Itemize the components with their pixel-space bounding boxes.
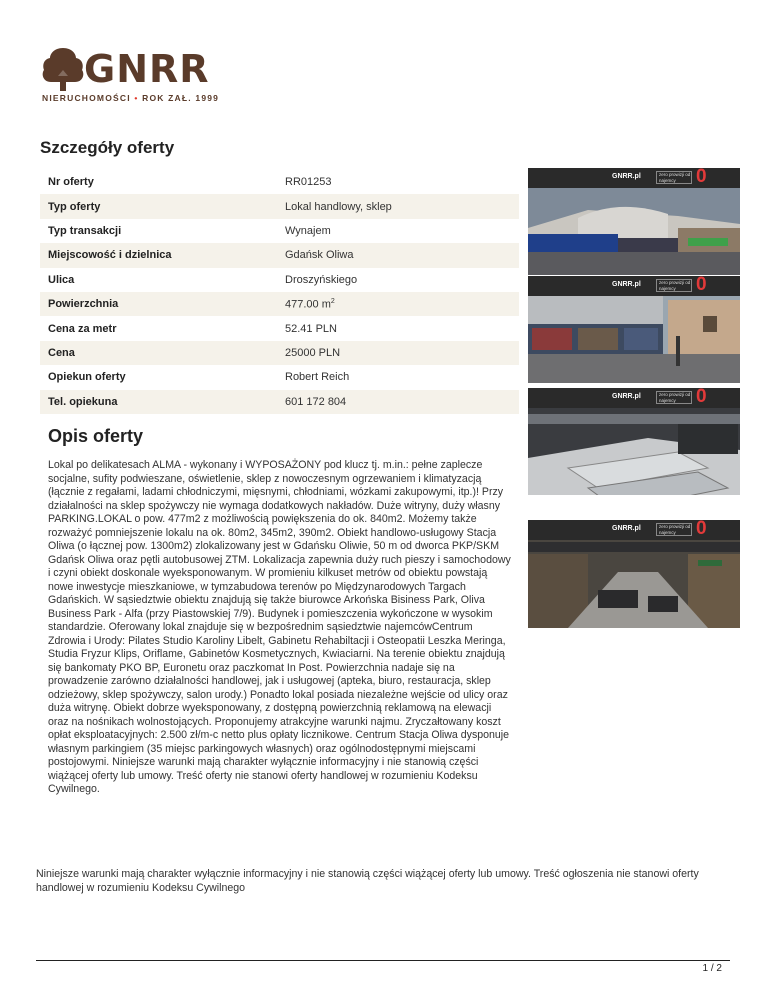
table-row: [40, 268, 519, 292]
table-row: [40, 341, 519, 365]
photo-overlay-header: [528, 168, 740, 188]
table-row: [40, 243, 519, 267]
row-value: 477.00 $m^2$: [277, 292, 519, 316]
row-label: Cena za metr: [48, 322, 117, 335]
photo-overlay-box: zero prowizji od najemcy: [656, 279, 692, 292]
photo-overlay-zero: 0: [696, 168, 707, 187]
photo-overlay-zero: 0: [696, 276, 707, 295]
photo-overlay-header: [528, 388, 740, 408]
photo-shop-interior-fridges: [528, 388, 740, 495]
row-label: Opiekun oferty: [48, 371, 126, 384]
table-row: [40, 316, 519, 340]
description-text: Lokal po delikatesach ALMA - wykonany i WYPOSAŻONY pod klucz tj. m.in.: pełne zaplecze socjalne, sufity podwieszane, oświetlenie, sklep z nowoczesnym ogrzewaniem i klimatyzacją (łącznie z regałami, ladami chłodniczymi, mięsnymi, chłodniami, wózkami zakupowymi, itp.)! Przy działalności na sklep spożywczy nie wymaga dodatkowych nakładów. Duże witryny, duży własny PARKING.LOKAL o pow. 477m2 z możliwością powiększenia do ok. 840m2. Możemy także rozważyć pomniejszenie lokalu na ok. 80m2, 345m2, 390m2. Obiekt handlowo-usługowy Stacja Oliwa (o łącznej pow. 1300m2) zlokalizowany jest w Gdańsku Oliwie, 50 m od dworca PKP/SKM Gdańsk Oliwa oraz pętli autobusowej ZTM. Lokalizacja zapewnia duży ruch pieszy i samochodowy i czyni obiekt doskonale wyeksponowanym. W promieniu kilkuset metrów od obiektu powstają nowe inwestycje mieszkaniowe, w tymzabudowa terenów po Międzynarodowych Targach Gdańskich. W sąsiedztwie obiektu znajdują się także biurowce Arkońska Bisiness Park, Oliva Business Park - Alfa (przy Piastowskiej 7/9). Budynek i pomieszczenia wykończone w wysokim standardzie. Oferowany lokal znajduje się w bezpośrednim sąsiedztwie najemcówCentrum Zdrowia i Urody: Pilates Studio Karoliny Libelt, Gabinetu Rehabiltacji i Osteopatii Leszka Meringa, Studia Fryzur Klips, Oriflame, Gabinetów Kosmetycznych, Kwiaciarni. Na terenie obiektu znajdują się bankomaty PKO BP, Euronetu oraz paczkomat In Post. Powierzchnia nadaje się na prowadzenie zarówno działalności handlowej, jak i usługowej (apteka, biuro, restauracja, sklep odzieżowy, sklep spożywczy, salon urody.) Ponadto lokal posiada niezależne wejście od ulicy oraz duża witrynę. Obiekt dobrze wyeksponowany, z dostępną powierzchnią reklamową na elewacji oraz na nośnikach wolnostojących. Proponujemy atrakcyjne warunki najmu. Zryczałtowany koszt opłat eksploatacyjnych: 2.500 zł/m-c netto plus opłaty licznikowe. Centrum Stacja Oliwa dysponuje własnym parkingiem (35 miejsc parkingowych własnych) oraz ogólnodostępnymi miejscami postojowymi. Niniejsze warunki mają charakter wyłącznie informacyjny i nie stanowią części wiążącej oferty lub umowy. Treść oferty nie stanowi oferty handlowej w rozumieniu Kodeksu Cywilnego.: [48, 459, 511, 795]
description-title: Opis oferty: [48, 426, 144, 446]
photo-overlay-header: [528, 520, 740, 540]
photo-overlay-box: zero prowizji od najemcy: [656, 523, 692, 536]
photo-overlay-box: zero prowizji od najemcy: [656, 171, 692, 184]
page-number: 1 / 2: [702, 963, 722, 974]
company-logo: [40, 46, 230, 106]
row-value: Droszyńskiego: [285, 273, 358, 286]
row-value: RR01253: [285, 176, 332, 189]
photo-storefront-windows: [528, 276, 740, 383]
row-label: Cena: [40, 341, 277, 365]
row-label: Nr oferty: [48, 176, 94, 189]
row-value: 25000 PLN: [277, 341, 519, 365]
photo-overlay-brand: GNRR.pl: [612, 525, 641, 532]
row-label: Miejscowość i dzielnica: [40, 243, 277, 267]
table-row: [40, 292, 519, 316]
row-value: Gdańsk Oliwa: [277, 243, 519, 267]
row-value: Wynajem: [285, 224, 331, 237]
logo-wordmark: GNRR: [84, 47, 210, 91]
area-unit-superscript: 2: [330, 297, 335, 305]
table-row: [40, 219, 519, 243]
row-value: 601 172 804: [277, 390, 519, 414]
row-label: Typ oferty: [40, 194, 277, 218]
table-row: [40, 194, 519, 218]
photo-overlay-zero: 0: [696, 520, 707, 539]
photo-storefront-exterior: [528, 168, 740, 275]
row-value: Robert Reich: [285, 371, 350, 384]
details-title: Szczegóły oferty: [40, 138, 175, 157]
photo-overlay-brand: GNRR.pl: [612, 393, 641, 400]
photo-overlay-box: zero prowizji od najemcy: [656, 391, 692, 404]
row-label: Tel. opiekuna: [40, 390, 277, 414]
footer-divider: [36, 960, 730, 961]
row-value: Lokal handlowy, sklep: [277, 194, 519, 218]
photo-overlay-brand: GNRR.pl: [612, 281, 641, 288]
row-label: Powierzchnia: [40, 292, 277, 316]
photo-overlay-zero: 0: [696, 388, 707, 407]
photo-shop-interior-shelves: [528, 520, 740, 628]
logo-tagline: NIERUCHOMOŚCI • ROK ZAŁ. 1999: [42, 93, 220, 103]
photo-overlay-brand: GNRR.pl: [612, 173, 641, 180]
photo-overlay-header: [528, 276, 740, 296]
tree-logo-icon: [40, 46, 86, 92]
footer-disclaimer: Niniejsze warunki mają charakter wyłącznie informacyjny i nie stanowią części wiążącej oferty lub umowy. Treść ogłoszenia nie stanowi oferty handlowej w rozumieniu Kodeksu Cywilnego: [36, 868, 699, 894]
row-label: Ulica: [48, 273, 75, 286]
row-value: 52.41 PLN: [285, 322, 337, 335]
row-label: Typ transakcji: [48, 224, 122, 237]
details-table: [40, 170, 519, 414]
table-row: [40, 390, 519, 414]
table-row: [40, 170, 519, 194]
table-row: [40, 365, 519, 389]
